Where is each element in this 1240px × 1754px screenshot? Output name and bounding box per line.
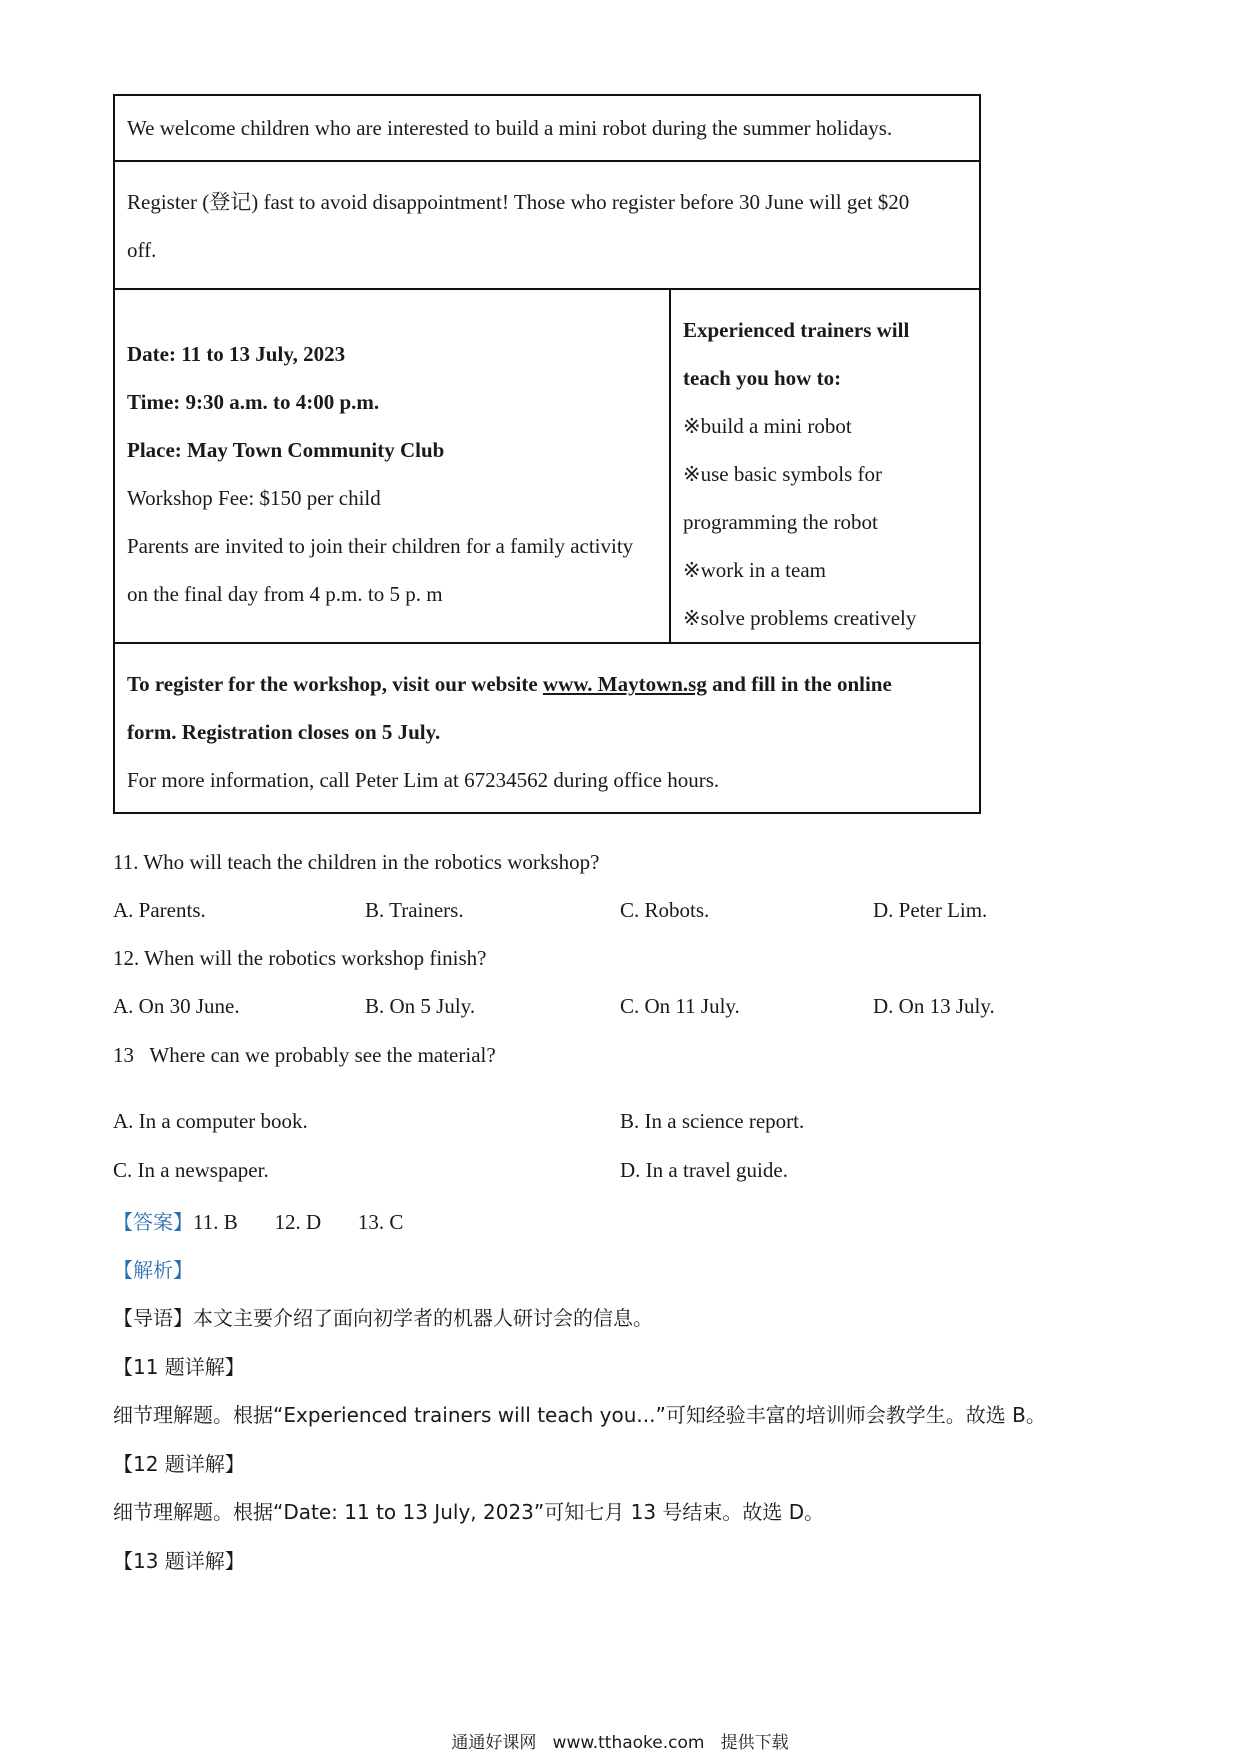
q13-option-c: C. In a newspaper. xyxy=(113,1158,269,1182)
answer-text: 11. B 12. D 13. C xyxy=(193,1210,404,1234)
detail-11-text: 细节理解题。根据“Experienced trainers will teach you...”可知经验丰富的培训师会教学生。故选 B。 xyxy=(113,1403,1046,1427)
page-footer: 通通好课网 www.tthaoke.com 提供下载 xyxy=(451,1733,789,1753)
parents-line-1: Parents are invited to join their children for a family activity xyxy=(127,534,634,558)
skill-item: programming the robot xyxy=(683,510,878,534)
register-text xyxy=(114,161,980,289)
q12-option-d: D. On 13 July. xyxy=(873,994,995,1018)
reg-text-1: To register for the workshop, visit our website xyxy=(127,672,543,696)
registration-info xyxy=(114,643,980,813)
q12-option-a: A. On 30 June. xyxy=(113,994,240,1018)
q13-option-b: B. In a science report. xyxy=(620,1109,805,1133)
workshop-date: Date: 11 to 13 July, 2023 xyxy=(127,342,346,366)
detail-12-label: 【12 题详解】 xyxy=(113,1452,245,1476)
more-info: For more information, call Peter Lim at 67234562 during office hours. xyxy=(127,768,720,792)
website-link[interactable]: www. Maytown.sg xyxy=(542,672,707,696)
welcome-text: We welcome children who are interested to build a mini robot during the summer holidays. xyxy=(114,95,980,161)
question-11: 11. Who will teach the children in the robotics workshop? xyxy=(113,850,600,874)
trainers-box xyxy=(670,289,980,643)
register-line-1: Register (登记) fast to avoid disappointment! Those who register before 30 June will get $20 xyxy=(127,190,910,214)
detail-12-text: 细节理解题。根据“Date: 11 to 13 July, 2023”可知七月 13 号结束。故选 D。 xyxy=(113,1500,825,1524)
trainers-heading-1: Experienced trainers will xyxy=(683,318,910,342)
analysis-label: 【解析】 xyxy=(113,1258,193,1282)
register-line-2: off. xyxy=(127,238,157,262)
workshop-notice xyxy=(113,94,981,814)
skill-item: ※build a mini robot xyxy=(683,414,852,438)
workshop-time: Time: 9:30 a.m. to 4:00 p.m. xyxy=(127,390,380,414)
q11-option-d: D. Peter Lim. xyxy=(873,898,988,922)
trainers-heading-2: teach you how to: xyxy=(683,366,842,390)
intro-text: 【导语】本文主要介绍了面向初学者的机器人研讨会的信息。 xyxy=(113,1306,653,1330)
detail-11-label: 【11 题详解】 xyxy=(113,1355,245,1379)
skill-item: ※use basic symbols for xyxy=(683,462,882,486)
register-instructions xyxy=(127,660,967,708)
reg-text-2: and fill in the online xyxy=(706,672,892,696)
answer-label: 【答案】 xyxy=(113,1210,193,1234)
registration-closes: form. Registration closes on 5 July. xyxy=(127,720,441,744)
q12-option-b: B. On 5 July. xyxy=(365,994,476,1018)
q13-option-d: D. In a travel guide. xyxy=(620,1158,788,1182)
skill-item: ※work in a team xyxy=(683,558,826,582)
question-13: 13 Where can we probably see the material? xyxy=(113,1043,496,1067)
parents-line-2: on the final day from 4 p.m. to 5 p. m xyxy=(127,582,443,606)
q11-option-c: C. Robots. xyxy=(620,898,710,922)
q11-option-a: A. Parents. xyxy=(113,898,206,922)
answer-line xyxy=(113,1206,403,1235)
skill-item: ※solve problems creatively xyxy=(683,606,917,630)
q13-option-a: A. In a computer book. xyxy=(113,1109,308,1133)
detail-13-label: 【13 题详解】 xyxy=(113,1549,245,1573)
question-12: 12. When will the robotics workshop finish? xyxy=(113,946,487,970)
q12-option-c: C. On 11 July. xyxy=(620,994,740,1018)
workshop-fee: Workshop Fee: $150 per child xyxy=(127,486,381,510)
q11-option-b: B. Trainers. xyxy=(365,898,464,922)
workshop-details xyxy=(114,289,670,643)
workshop-place: Place: May Town Community Club xyxy=(127,438,445,462)
